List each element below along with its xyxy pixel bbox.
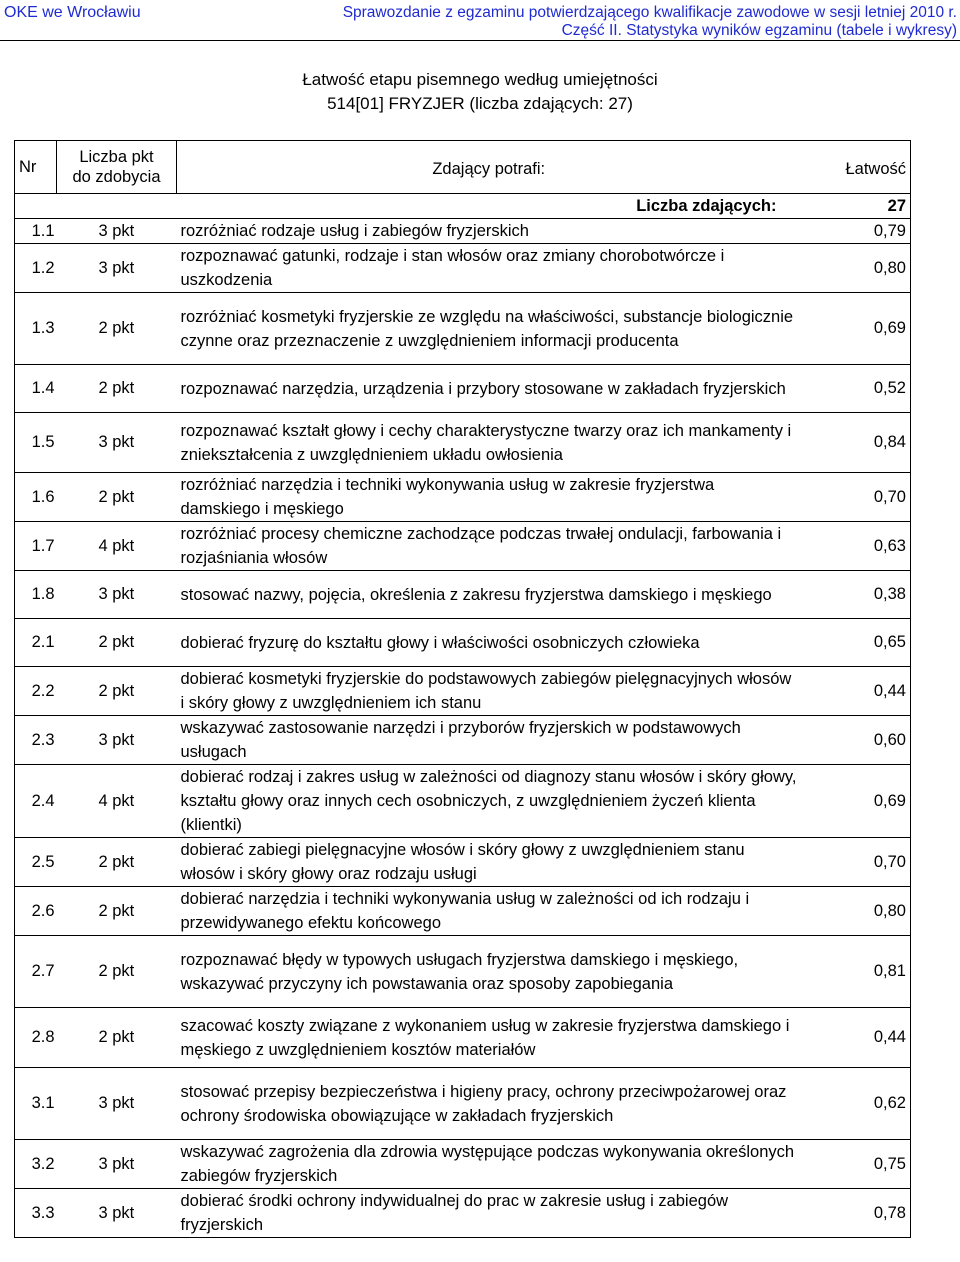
row-number: 1.6 [15, 473, 57, 522]
row-points: 2 pkt [57, 293, 177, 365]
row-skill: rozróżniać rodzaje usług i zabiegów fryzjerskich [177, 219, 801, 244]
row-points: 3 pkt [57, 1140, 177, 1189]
row-number: 2.3 [15, 716, 57, 765]
table-row [15, 1008, 911, 1068]
table-row [15, 838, 911, 887]
row-skill: dobierać narzędzia i techniki wykonywania usług w zależności od ich rodzaju i przewidywanego efektu końcowego [177, 887, 801, 936]
row-ease: 0,81 [801, 936, 911, 1008]
row-points: 3 pkt [57, 244, 177, 293]
header-report-line2: Część II. Statystyka wyników egzaminu (tabele i wykresy) [561, 22, 957, 39]
table-body [15, 219, 911, 1238]
table-row [15, 473, 911, 522]
row-skill: dobierać środki ochrony indywidualnej do prac w zakresie usług i zabiegów fryzjerskich [177, 1189, 801, 1238]
row-number: 1.1 [15, 219, 57, 244]
row-number: 2.5 [15, 838, 57, 887]
row-skill: stosować przepisy bezpieczeństwa i higieny pracy, ochrony przeciwpożarowej oraz ochrony środowiska obowiązujące w zakładach fryzjerskich [177, 1068, 801, 1140]
table-row [15, 765, 911, 838]
row-ease: 0,70 [801, 473, 911, 522]
table-row [15, 244, 911, 293]
row-skill: rozróżniać procesy chemiczne zachodzące podczas trwałej ondulacji, farbowania i rozjaśniania włosów [177, 522, 801, 571]
row-ease: 0,69 [801, 293, 911, 365]
row-skill: rozpoznawać kształt głowy i cechy charakterystyczne twarzy oraz ich mankamenty i zniekształcenia z uwzględnieniem układu owłosienia [177, 413, 801, 473]
table-row [15, 936, 911, 1008]
page-header [0, 0, 960, 40]
table-row [15, 522, 911, 571]
table-row [15, 571, 911, 619]
row-points: 3 pkt [57, 716, 177, 765]
header-ease: Łatwość [801, 141, 911, 194]
table-row [15, 716, 911, 765]
row-skill: rozróżniać kosmetyki fryzjerskie ze względu na właściwości, substancje biologicznie czynne oraz przeznaczenie z uwzględnieniem informacji producenta [177, 293, 801, 365]
header-points-line1: Liczba pkt [79, 148, 154, 166]
count-value: 27 [801, 194, 911, 219]
row-ease: 0,44 [801, 667, 911, 716]
row-number: 3.3 [15, 1189, 57, 1238]
row-points: 4 pkt [57, 765, 177, 838]
row-ease: 0,44 [801, 1008, 911, 1068]
header-report-title [343, 4, 957, 40]
row-points: 3 pkt [57, 413, 177, 473]
row-ease: 0,75 [801, 1140, 911, 1189]
row-ease: 0,65 [801, 619, 911, 667]
row-number: 1.8 [15, 571, 57, 619]
row-number: 1.7 [15, 522, 57, 571]
header-report-line1: Sprawozdanie z egzaminu potwierdzającego kwalifikacje zawodowe w sesji letniej 2010 r. [342, 4, 957, 21]
row-points: 2 pkt [57, 936, 177, 1008]
row-ease: 0,80 [801, 887, 911, 936]
table-row [15, 887, 911, 936]
count-row [15, 194, 911, 219]
row-number: 1.4 [15, 365, 57, 413]
row-skill: wskazywać zagrożenia dla zdrowia występujące podczas wykonywania określonych zabiegów fryzjerskich [177, 1140, 801, 1189]
row-skill: rozpoznawać narzędzia, urządzenia i przybory stosowane w zakładach fryzjerskich [177, 365, 801, 413]
row-ease: 0,69 [801, 765, 911, 838]
header-divider [0, 40, 960, 41]
row-number: 2.2 [15, 667, 57, 716]
table-row [15, 365, 911, 413]
row-skill: dobierać fryzurę do kształtu głowy i właściwości osobniczych człowieka [177, 619, 801, 667]
row-skill: wskazywać zastosowanie narzędzi i przyborów fryzjerskich w podstawowych usługach [177, 716, 801, 765]
table-row [15, 219, 911, 244]
row-points: 2 pkt [57, 473, 177, 522]
table-row [15, 619, 911, 667]
row-ease: 0,78 [801, 1189, 911, 1238]
row-number: 2.7 [15, 936, 57, 1008]
row-points: 2 pkt [57, 838, 177, 887]
table-header-row [15, 141, 911, 194]
skills-table [14, 140, 911, 1238]
row-number: 3.1 [15, 1068, 57, 1140]
row-number: 1.2 [15, 244, 57, 293]
row-number: 2.4 [15, 765, 57, 838]
row-skill: stosować nazwy, pojęcia, określenia z zakresu fryzjerstwa damskiego i męskiego [177, 571, 801, 619]
row-skill: szacować koszty związane z wykonaniem usług w zakresie fryzjerstwa damskiego i męskiego z uwzględnieniem kosztów materiałów [177, 1008, 801, 1068]
row-points: 2 pkt [57, 887, 177, 936]
row-skill: dobierać zabiegi pielęgnacyjne włosów i skóry głowy z uwzględnieniem stanu włosów i skóry głowy oraz rodzaju usługi [177, 838, 801, 887]
page-subtitle: 514[01] FRYZJER (liczba zdających: 27) [327, 94, 633, 113]
table-row [15, 293, 911, 365]
header-nr: Nr [15, 141, 57, 194]
row-ease: 0,70 [801, 838, 911, 887]
row-ease: 0,80 [801, 244, 911, 293]
row-number: 2.8 [15, 1008, 57, 1068]
table-row [15, 1068, 911, 1140]
table-row [15, 413, 911, 473]
row-ease: 0,52 [801, 365, 911, 413]
row-ease: 0,38 [801, 571, 911, 619]
row-ease: 0,63 [801, 522, 911, 571]
row-points: 3 pkt [57, 219, 177, 244]
row-points: 2 pkt [57, 667, 177, 716]
row-skill: rozpoznawać gatunki, rodzaje i stan włosów oraz zmiany chorobotwórcze i uszkodzenia [177, 244, 801, 293]
header-points [57, 141, 177, 194]
row-skill: rozpoznawać błędy w typowych usługach fryzjerstwa damskiego i męskiego, wskazywać przyczyny ich powstawania oraz sposoby zapobiegania [177, 936, 801, 1008]
row-points: 4 pkt [57, 522, 177, 571]
row-points: 3 pkt [57, 571, 177, 619]
header-points-line2: do zdobycia [72, 168, 161, 186]
row-points: 2 pkt [57, 365, 177, 413]
header-skill: Zdający potrafi: [177, 141, 801, 194]
row-ease: 0,79 [801, 219, 911, 244]
page-title: Łatwość etapu pisemnego według umiejętności [302, 70, 658, 89]
table-row [15, 667, 911, 716]
row-points: 3 pkt [57, 1068, 177, 1140]
row-skill: dobierać kosmetyki fryzjerskie do podstawowych zabiegów pielęgnacyjnych włosów i skóry głowy z uwzględnieniem ich stanu [177, 667, 801, 716]
row-ease: 0,60 [801, 716, 911, 765]
count-label: Liczba zdających: [177, 194, 801, 219]
row-number: 1.5 [15, 413, 57, 473]
row-number: 3.2 [15, 1140, 57, 1189]
row-points: 2 pkt [57, 619, 177, 667]
row-points: 3 pkt [57, 1189, 177, 1238]
row-ease: 0,62 [801, 1068, 911, 1140]
row-ease: 0,84 [801, 413, 911, 473]
row-points: 2 pkt [57, 1008, 177, 1068]
table-row [15, 1189, 911, 1238]
row-number: 2.6 [15, 887, 57, 936]
row-number: 2.1 [15, 619, 57, 667]
header-organization: OKE we Wrocławiu [4, 4, 141, 21]
table-row [15, 1140, 911, 1189]
row-skill: dobierać rodzaj i zakres usług w zależności od diagnozy stanu włosów i skóry głowy, kształtu głowy oraz innych cech osobniczych, z uwzględnieniem życzeń klienta (klientki) [177, 765, 801, 838]
row-number: 1.3 [15, 293, 57, 365]
row-skill: rozróżniać narzędzia i techniki wykonywania usług w zakresie fryzjerstwa damskiego i męskiego [177, 473, 801, 522]
